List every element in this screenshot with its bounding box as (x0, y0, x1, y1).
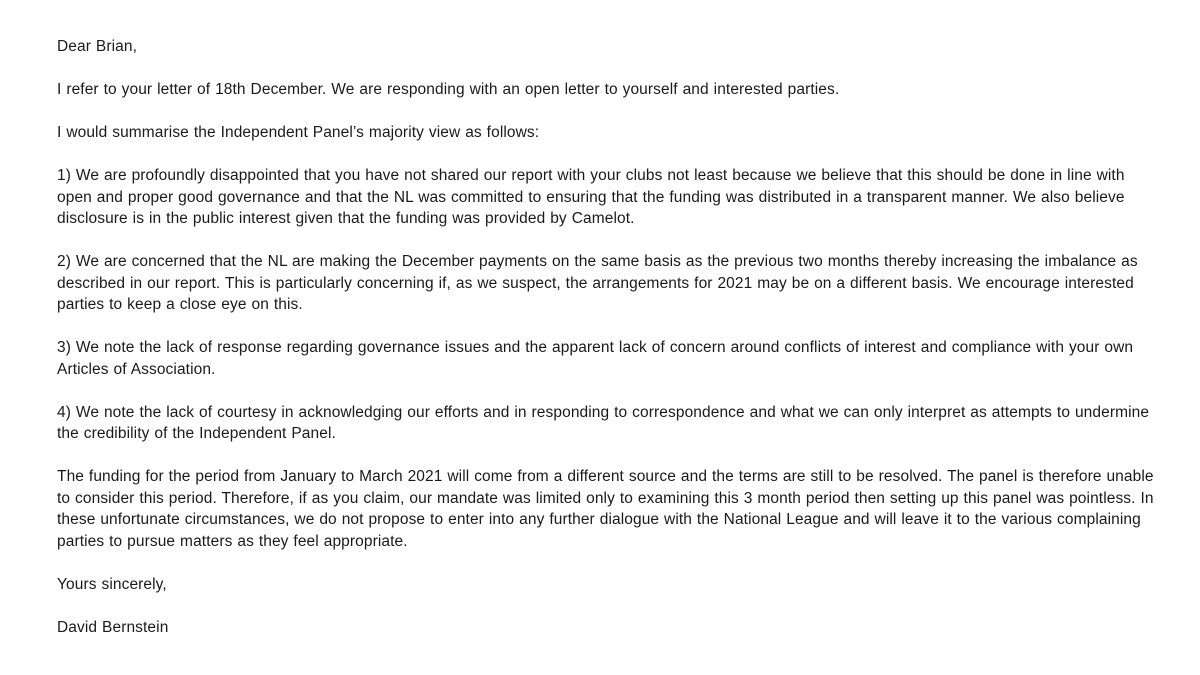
paragraph-summary-intro: I would summarise the Independent Panel’s majority view as follows: (57, 124, 540, 141)
paragraph-point-1: 1) We are profoundly disappointed that you have not shared our report with your clubs not least because we believe that this should be done in line with open and proper good governance and that the NL was committed to ensuring that the funding was distributed in a transparent manner. We also believe disclosure is in the public interest given that the funding was provided by Camelot. (57, 167, 1125, 227)
paragraph-point-2: 2) We are concerned that the NL are making the December payments on the same basis as the previous two months thereby increasing the imbalance as described in our report. This is particularly concerning if, as we suspect, the arrangements for 2021 may be on a different basis. We encourage interested parties to keep a close eye on this. (57, 253, 1138, 313)
signature: David Bernstein (57, 618, 169, 636)
paragraph-reference: I refer to your letter of 18th December. We are responding with an open letter to yourself and interested parties. (57, 81, 840, 98)
paragraph-point-4: 4) We note the lack of courtesy in acknowledging our efforts and in responding to correspondence and what we can only interpret as attempts to undermine the credibility of the Independent Panel. (57, 403, 1150, 442)
paragraph-conclusion: The funding for the period from January to March 2021 will come from a different source and the terms are still to be resolved. The panel is therefore unable to consider this period. Therefore, if as you claim, our mandate was limited only to examining this 3 month period then setting up this panel was pointless. In these unfortunate circumstances, we do not propose to enter into any further dialogue with the National League and will leave it to the various complaining parties to pursue matters as they feel appropriate. (57, 468, 1154, 550)
salutation: Dear Brian, (57, 38, 137, 55)
paragraph-point-3: 3) We note the lack of response regarding governance issues and the apparent lack of concern around conflicts of interest and compliance with your own Articles of Association. (57, 339, 1134, 378)
closing: Yours sincerely, (57, 575, 167, 593)
